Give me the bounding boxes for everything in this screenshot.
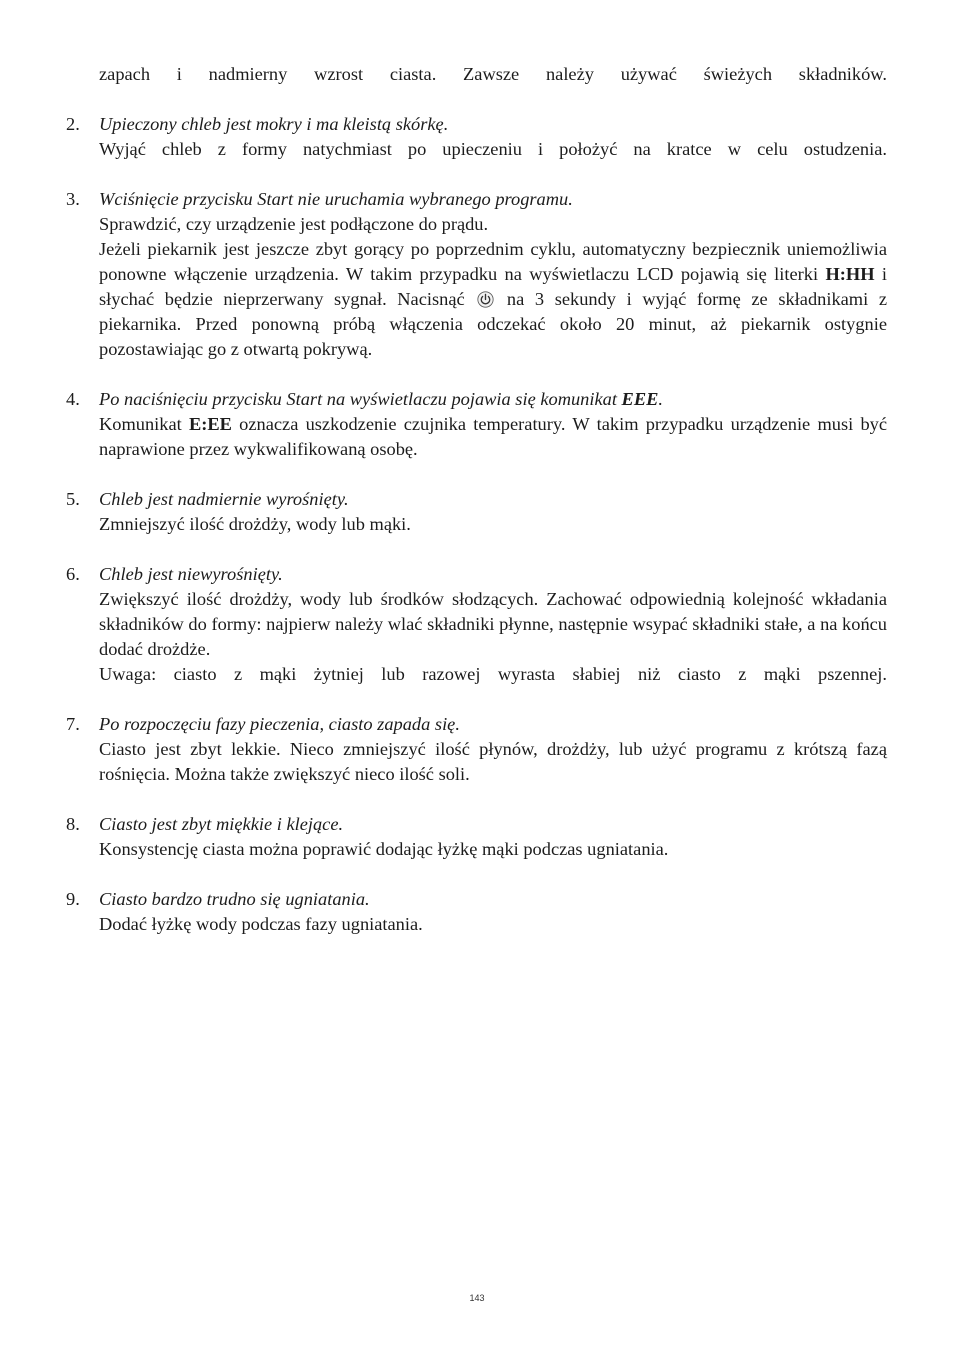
intro-paragraph: zapach i nadmierny wzrost ciasta. Zawsze należy używać świeżych składników. [99, 64, 887, 84]
list-item [66, 112, 887, 162]
item-title [99, 387, 887, 412]
page-number: 143 [469, 1293, 485, 1303]
list-item [66, 712, 887, 787]
item-body: Wyjąć chleb z formy natychmiast po upieczeniu i położyć na kratce w celu ostudzenia. [99, 139, 887, 159]
item-body: Dodać łyżkę wody podczas fazy ugniatania. [99, 914, 423, 934]
list-item [66, 812, 887, 862]
item-body-text: i słychać będzie nieprzerwany sygnał. Nacisnąć [99, 264, 887, 309]
item-title-end: . [658, 389, 663, 409]
item-number: 7. [66, 714, 80, 734]
list-item [66, 562, 887, 687]
list-item [66, 887, 887, 937]
item-number: 5. [66, 489, 80, 509]
item-body: Konsystencję ciasta można poprawić dodając łyżkę mąki podczas ugniatania. [99, 839, 669, 859]
item-number: 3. [66, 189, 80, 209]
item-title: Ciasto bardzo trudno się ugniatania. [99, 889, 370, 909]
item-body: Ciasto jest zbyt lekkie. Nieco zmniejszyć ilość płynów, drożdży, lub użyć programu z krótszą fazą rośnięcia. Można także zwiększyć nieco ilość soli. [99, 739, 887, 784]
power-icon [477, 291, 494, 308]
error-code: EEE [621, 389, 659, 409]
item-note: Uwaga: ciasto z mąki żytniej lub razowej wyrasta słabiej niż ciasto z mąki pszennej. [99, 664, 887, 684]
list-item [66, 387, 887, 462]
list-item [66, 187, 887, 362]
item-number: 6. [66, 564, 80, 584]
troubleshooting-list [66, 62, 887, 937]
item-title: Wciśnięcie przycisku Start nie uruchamia wybranego programu. [99, 189, 573, 209]
item-title: Ciasto jest zbyt miękkie i klejące. [99, 814, 344, 834]
item-title: Upieczony chleb jest mokry i ma kleistą skórkę. [99, 114, 449, 134]
item-number: 2. [66, 114, 80, 134]
item-number: 8. [66, 814, 80, 834]
item-title: Po rozpoczęciu fazy pieczenia, ciasto zapada się. [99, 714, 460, 734]
item-title-text: Po naciśnięciu przycisku Start na wyświetlaczu pojawia się komunikat [99, 389, 622, 409]
item-body [99, 237, 887, 362]
item-body-text: Jeżeli piekarnik jest jeszcze zbyt gorący po poprzednim cyklu, automatyczny bezpiecznik uniemożliwia ponowne włączenie urządzenia. W takim przypadku na wyświetlaczu LCD pojawią się literki [99, 239, 887, 284]
item-title: Chleb jest niewyrośnięty. [99, 564, 283, 584]
list-item [66, 487, 887, 537]
item-body: Zwiększyć ilość drożdży, wody lub środków słodzących. Zachować odpowiednią kolejność wkładania składników do formy: najpierw należy wlać składniki płynne, następnie wsypać składniki stałe, a na końcu dodać drożdże. [99, 589, 887, 659]
item-body-line: Sprawdzić, czy urządzenie jest podłączone do prądu. [99, 214, 489, 234]
item-number: 9. [66, 889, 80, 909]
item-body-text: Komunikat [99, 414, 189, 434]
item-body-text: oznacza uszkodzenie czujnika temperatury. W takim przypadku urządzenie musi być naprawione przez wykwalifikowaną osobę. [99, 414, 887, 459]
item-body: Zmniejszyć ilość drożdży, wody lub mąki. [99, 514, 411, 534]
display-code: E:EE [188, 414, 232, 434]
item-number: 4. [66, 389, 80, 409]
display-code: H:HH [825, 264, 875, 284]
item-body-text: na 3 sekundy i wyjąć formę ze składnikami z piekarnika. Przed ponowną próbą włączenia odczekać około 20 minut, aż piekarnik ostygnie pozostawiając go z otwartą pokrywą. [99, 289, 888, 359]
item-title: Chleb jest nadmiernie wyrośnięty. [99, 489, 349, 509]
item-body [99, 412, 887, 462]
